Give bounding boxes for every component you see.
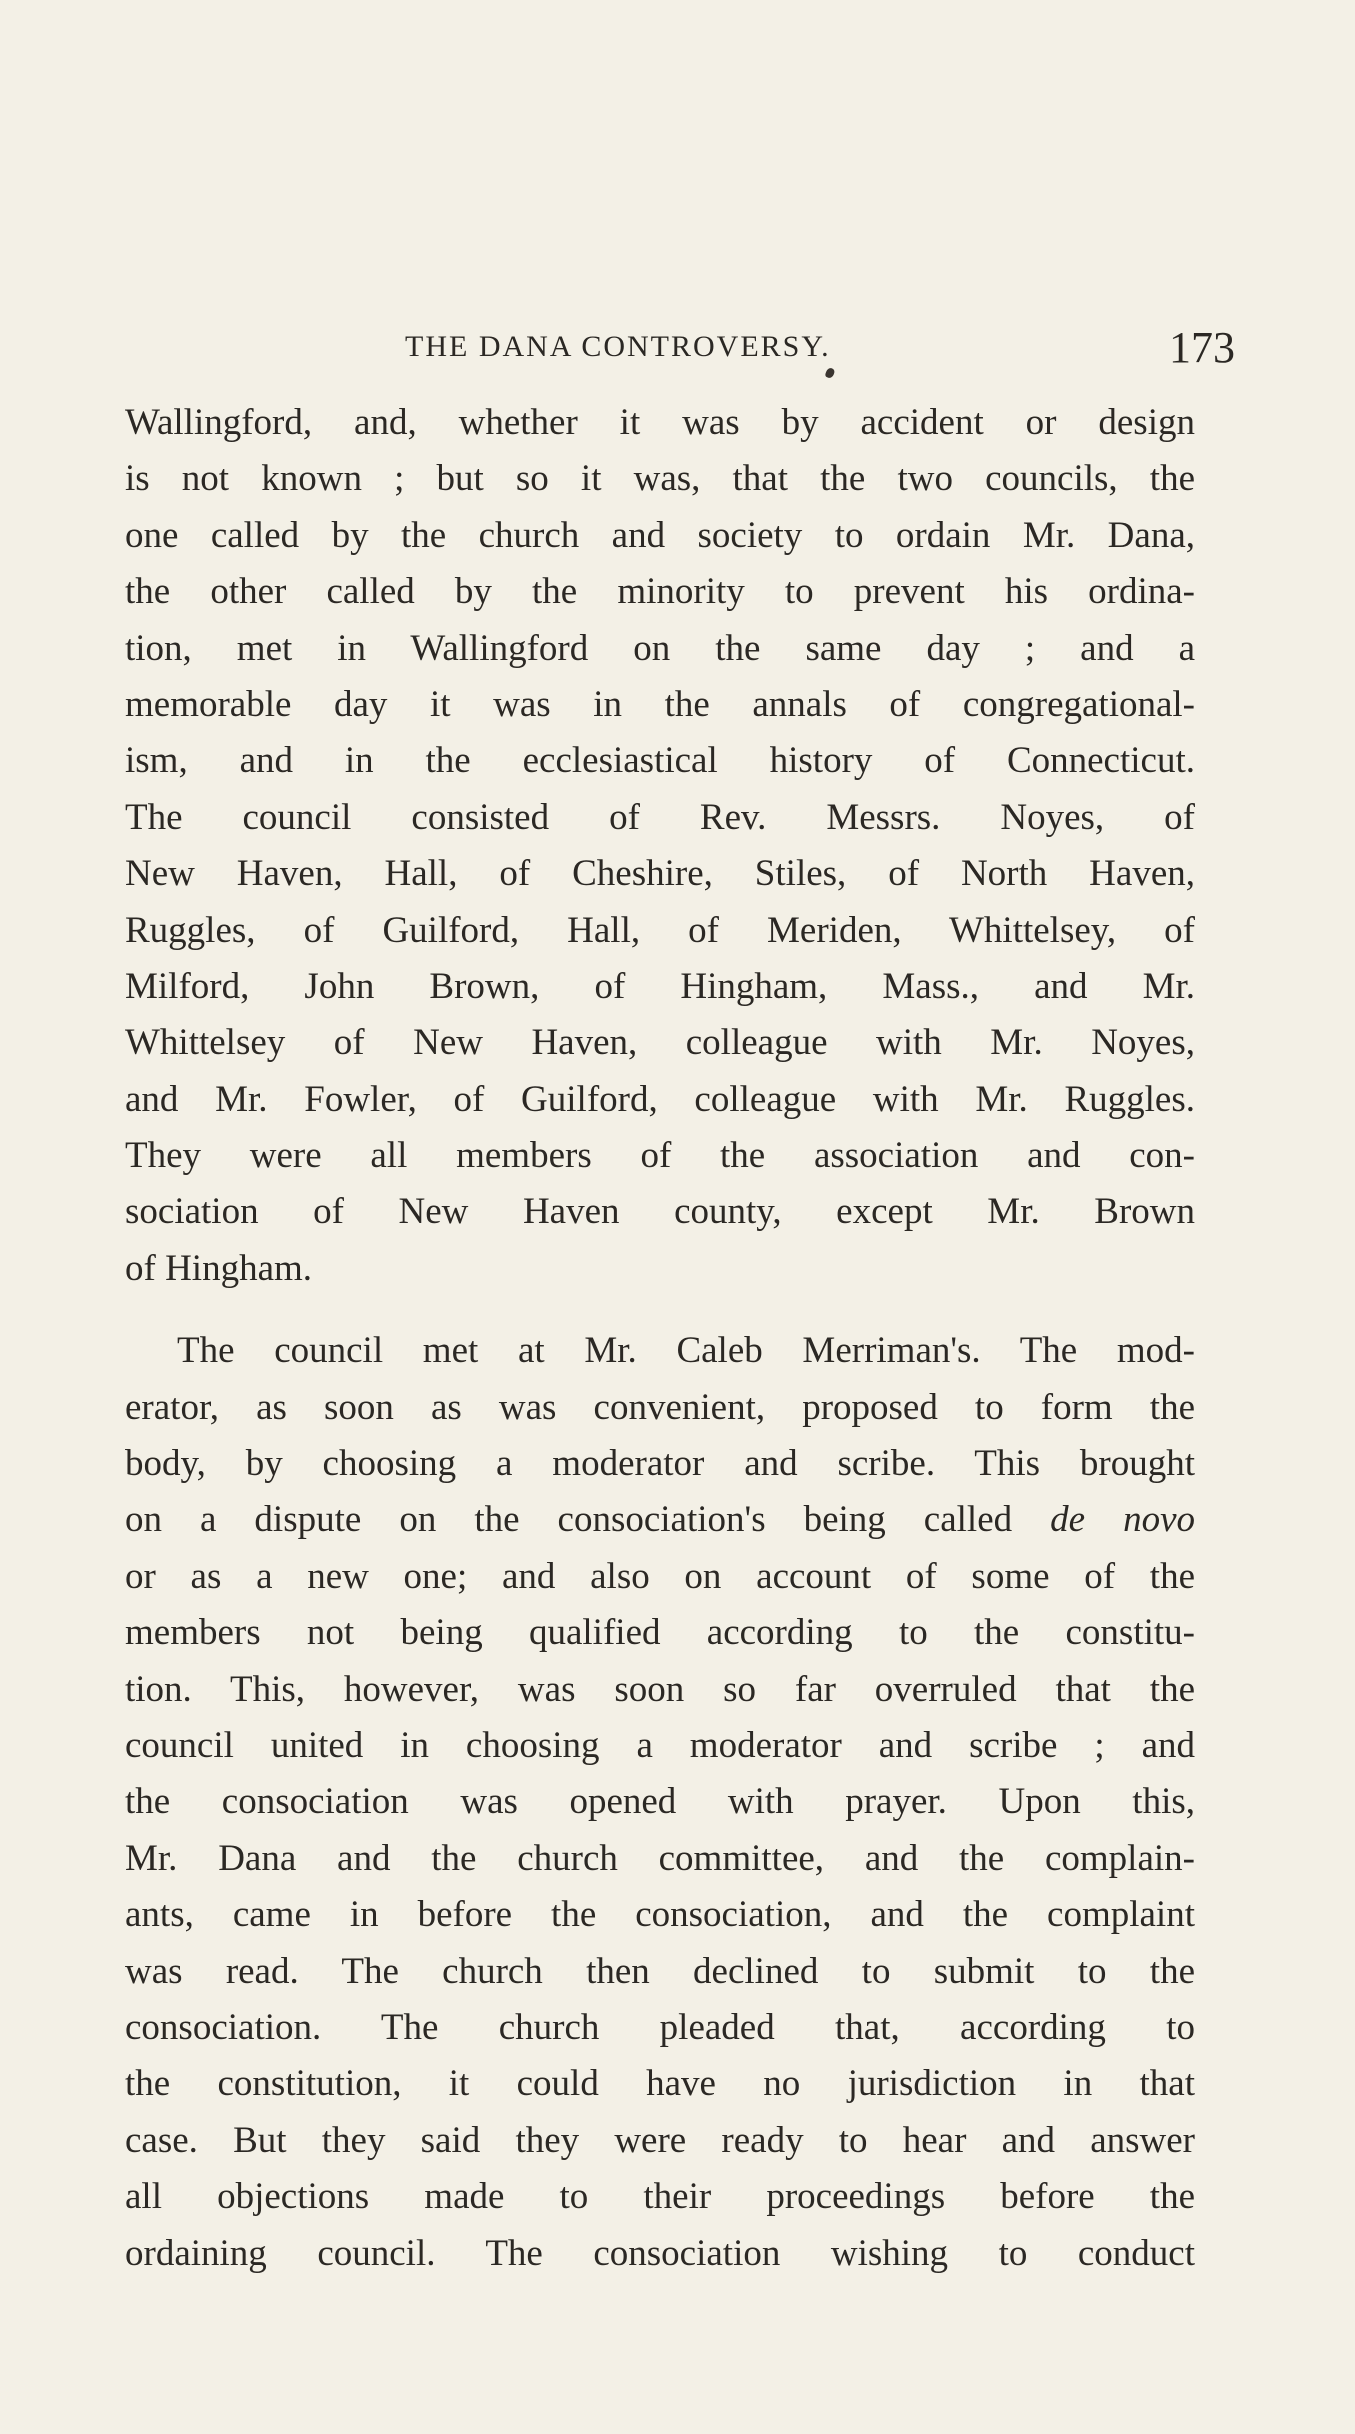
text-line xyxy=(125,1492,1195,1548)
text-line: tion. This, however, was soon so far overruled that the xyxy=(125,1668,1195,1710)
text-line: or as a new one; and also on account of some of the xyxy=(125,1555,1195,1597)
text-line: body, by choosing a moderator and scribe. This brought xyxy=(125,1443,1195,1485)
text-line: all objections made to their proceedings before the xyxy=(125,2176,1195,2218)
text-line: of Hingham. xyxy=(125,1247,313,1289)
text-line: ants, came in before the consociation, and the complaint xyxy=(125,1894,1195,1936)
text-line: sociation of New Haven county, except Mr. Brown xyxy=(125,1191,1195,1233)
text-line: consociation. The church pleaded that, according to xyxy=(125,2006,1195,2048)
text-line: was read. The church then declined to submit to the xyxy=(125,1950,1195,1992)
body-text xyxy=(125,395,1195,2282)
text-line: erator, as soon as was convenient, proposed to form the xyxy=(125,1386,1195,1428)
text-line: The council consisted of Rev. Messrs. Noyes, of xyxy=(125,796,1195,838)
text-line: the other called by the minority to prevent his ordina- xyxy=(125,571,1195,613)
text-line: members not being qualified according to the constitu- xyxy=(125,1612,1195,1654)
text-line: The council met at Mr. Caleb Merriman's. The mod- xyxy=(177,1330,1195,1372)
text-line: They were all members of the association and con- xyxy=(125,1135,1195,1177)
italic-phrase: de novo xyxy=(1050,1499,1196,1541)
text-line: tion, met in Wallingford on the same day ; and a xyxy=(125,627,1195,669)
running-title: THE DANA CONTROVERSY. xyxy=(405,330,831,363)
text-line: Whittelsey of New Haven, colleague with Mr. Noyes, xyxy=(125,1022,1195,1064)
paragraph-2 xyxy=(125,1323,1195,2282)
text-line: is not known ; but so it was, that the two councils, the xyxy=(125,458,1195,500)
text-line: the constitution, it could have no jurisdiction in that xyxy=(125,2063,1195,2105)
text-line: New Haven, Hall, of Cheshire, Stiles, of North Haven, xyxy=(125,853,1195,895)
text-line: Wallingford, and, whether it was by accident or design xyxy=(125,402,1195,443)
page-number: 173 xyxy=(1169,323,1235,372)
page-header xyxy=(125,322,1235,382)
text-line: case. But they said they were ready to hear and answer xyxy=(125,2119,1195,2161)
text-fragment: on a dispute on the consociation's being called xyxy=(125,1499,1013,1541)
text-line: one called by the church and society to ordain Mr. Dana, xyxy=(125,514,1195,556)
text-line: Mr. Dana and the church committee, and the complain- xyxy=(125,1837,1195,1879)
paragraph-1 xyxy=(125,395,1195,1297)
text-line: memorable day it was in the annals of congregational- xyxy=(125,683,1195,725)
text-line: ism, and in the ecclesiastical history of Connecticut. xyxy=(125,740,1195,782)
text-line: and Mr. Fowler, of Guilford, colleague with Mr. Ruggles. xyxy=(125,1078,1195,1120)
text-line: the consociation was opened with prayer. Upon this, xyxy=(125,1781,1195,1823)
text-line: council united in choosing a moderator and scribe ; and xyxy=(125,1724,1195,1766)
text-line: ordaining council. The consociation wishing to conduct xyxy=(125,2232,1195,2274)
text-line: Milford, John Brown, of Hingham, Mass., and Mr. xyxy=(125,965,1195,1007)
text-line: Ruggles, of Guilford, Hall, of Meriden, Whittelsey, of xyxy=(125,909,1195,951)
